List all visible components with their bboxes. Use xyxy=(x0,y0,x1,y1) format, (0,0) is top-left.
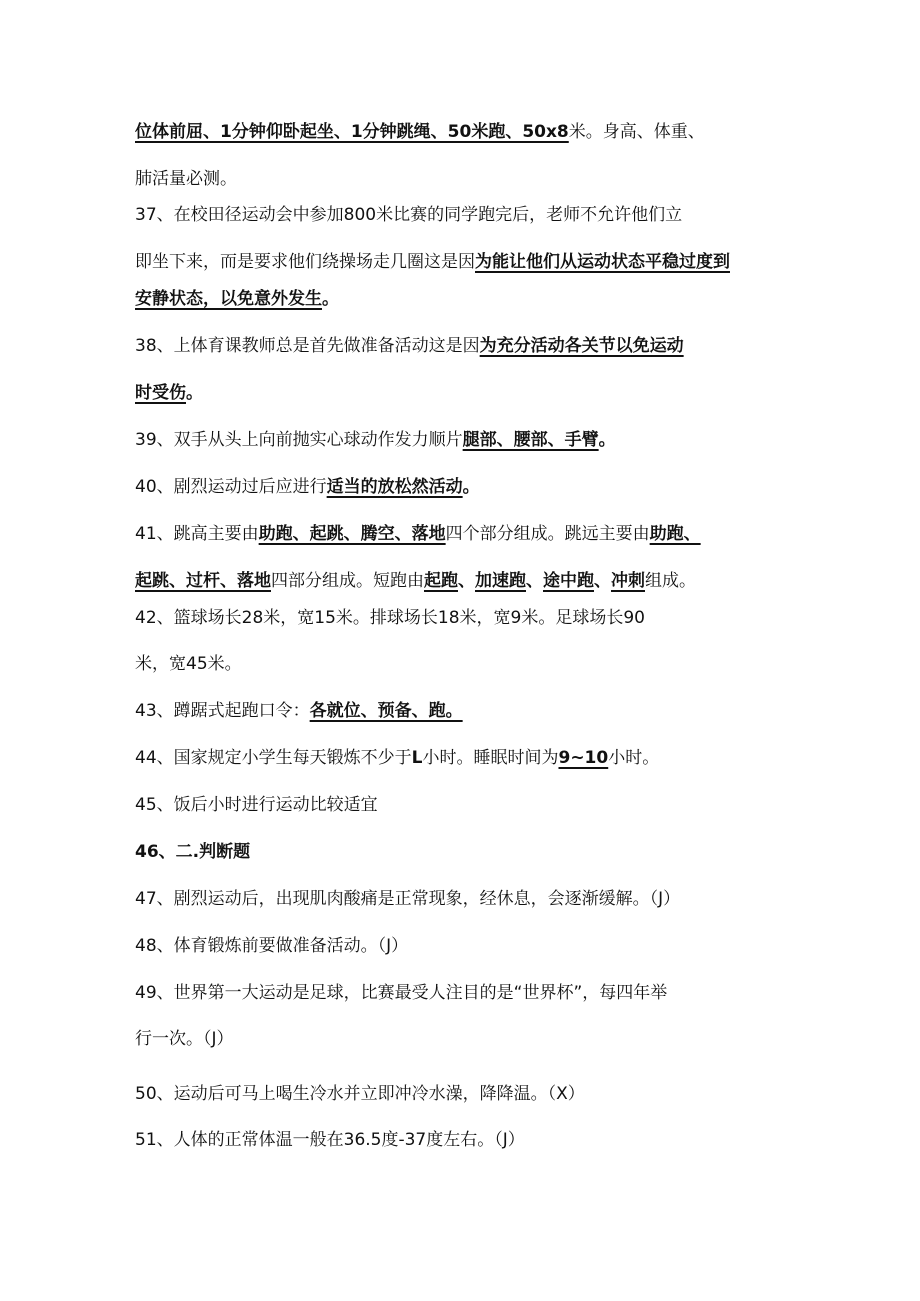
text-span: 米。身高、体重、 xyxy=(568,122,705,142)
text-line-4 xyxy=(135,248,800,276)
text-span: 48、体育锻炼前要做准备活动。（J） xyxy=(135,936,409,956)
question-41 xyxy=(135,520,800,548)
underlined-answer: 助跑、起跳、腾空、落地 xyxy=(258,524,446,544)
text-span: 米，宽45米。 xyxy=(135,654,242,674)
text-span: 、 xyxy=(594,571,611,591)
question-49 xyxy=(135,979,800,1007)
text-span: 。 xyxy=(598,430,616,450)
text-line-1 xyxy=(135,118,800,146)
text-span: 组成。 xyxy=(645,571,696,591)
underlined-answer: 途中跑 xyxy=(543,571,594,591)
underlined-answer: 各就位、预备、跑。 xyxy=(309,701,463,721)
underlined-answer: 起跳、过杆、落地 xyxy=(135,571,271,591)
question-37 xyxy=(135,201,800,229)
text-line-2 xyxy=(135,165,800,193)
text-span: 38、上体育课教师总是首先做准备活动这是因 xyxy=(135,336,480,356)
text-span: 即坐下来，而是要求他们绕操场走几圈这是因 xyxy=(135,252,475,272)
text-span: 51、人体的正常体温一般在36.5度-37度左右。（J） xyxy=(135,1130,525,1150)
text-span: 42、篮球场长28米，宽15米。排球场长18米，宽9米。足球场长90 xyxy=(135,608,645,628)
text-span: 行一次。（J） xyxy=(135,1029,234,1049)
text-span: 。 xyxy=(186,383,203,403)
underlined-answer: 加速跑 xyxy=(475,571,526,591)
question-48 xyxy=(135,932,800,960)
underlined-answer: 为充分活动各关节以免运动 xyxy=(479,336,684,356)
text-span: 45、饭后小时进行运动比较适宜 xyxy=(135,795,378,815)
text-span: 47、剧烈运动后，出现肌肉酸痛是正常现象，经休息，会逐渐缓解。（J） xyxy=(135,889,681,909)
text-span: 。 xyxy=(322,289,339,309)
question-44 xyxy=(135,744,800,772)
underlined-answer: 为能让他们从运动状态平稳过度到 xyxy=(475,252,730,272)
underlined-answer: 助跑、 xyxy=(649,524,701,544)
text-span: 。 xyxy=(462,477,480,497)
text-span: 、 xyxy=(526,571,543,591)
question-47 xyxy=(135,885,800,913)
underlined-answer: 时受伤 xyxy=(135,383,186,403)
text-span: 50、运动后可马上喝生冷水并立即冲冷水澡，降降温。（X） xyxy=(135,1084,585,1104)
underlined-answer: 安静状态，以免意外发生 xyxy=(135,289,322,309)
text-span: 四部分组成。短跑由 xyxy=(271,571,424,591)
text-span: 37、在校田径运动会中参加800米比赛的同学跑完后，老师不允许他们立 xyxy=(135,205,683,225)
question-42 xyxy=(135,604,800,632)
text-span: 小时。睡眠时间为 xyxy=(422,748,559,768)
text-span: 41、跳高主要由 xyxy=(135,524,259,544)
text-line-5 xyxy=(135,285,800,313)
text-line-7 xyxy=(135,379,800,407)
underlined-answer: 9~10 xyxy=(558,748,609,768)
underlined-answer: 腿部、腰部、手臂 xyxy=(462,430,599,450)
text-span: 四个部分组成。跳远主要由 xyxy=(445,524,650,544)
text-line-13 xyxy=(135,650,800,678)
section-heading xyxy=(135,838,800,866)
text-span: 小时。 xyxy=(608,748,660,768)
text-span: 49、世界第一大运动是足球，比赛最受人注目的是“世界杯”，每四年举 xyxy=(135,983,668,1003)
question-43 xyxy=(135,697,800,725)
text-span: 39、双手从头上向前抛实心球动作发力顺片 xyxy=(135,430,463,450)
question-51 xyxy=(135,1126,800,1154)
text-span: L xyxy=(411,748,423,768)
text-line-11 xyxy=(135,567,800,595)
underlined-answer: 起跑 xyxy=(424,571,458,591)
underlined-answer: 适当的放松然活动 xyxy=(326,477,463,497)
question-38 xyxy=(135,332,800,360)
question-50 xyxy=(135,1080,800,1108)
question-45 xyxy=(135,791,800,819)
underlined-answer: 位体前屈、1分钟仰卧起坐、1分钟跳绳、50米跑、50x8 xyxy=(135,122,569,142)
question-39 xyxy=(135,426,800,454)
text-span: 40、剧烈运动过后应进行 xyxy=(135,477,327,497)
text-span: 46、二.判断题 xyxy=(135,842,251,862)
text-span: 肺活量必测。 xyxy=(135,169,237,189)
question-40 xyxy=(135,473,800,501)
underlined-answer: 冲刺 xyxy=(611,571,645,591)
text-span: 44、国家规定小学生每天锻炼不少于 xyxy=(135,748,412,768)
text-span: 、 xyxy=(458,571,475,591)
text-span: 43、蹲踞式起跑口令： xyxy=(135,701,310,721)
text-line-21 xyxy=(135,1025,800,1053)
